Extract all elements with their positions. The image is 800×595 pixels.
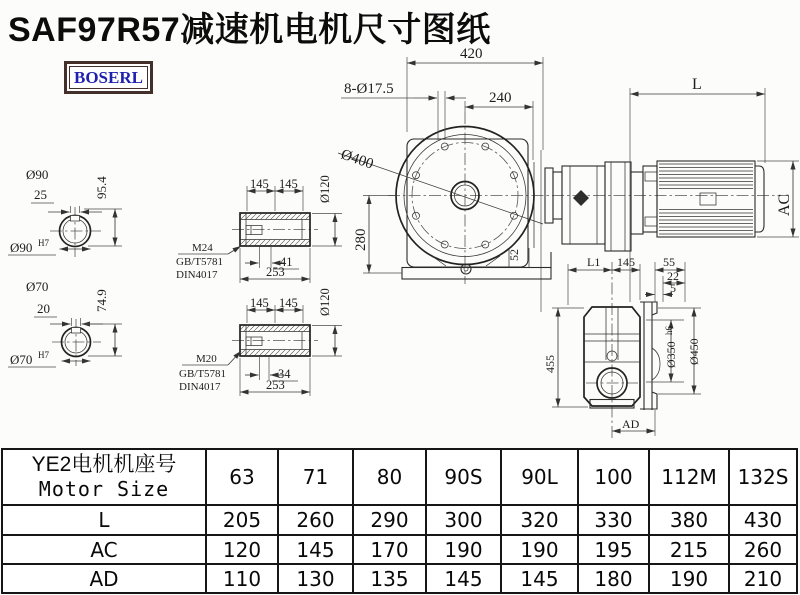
dim-22-label: 22 [667, 269, 679, 283]
label-d70h7-sup: H7 [38, 350, 49, 360]
callout-bolt-holes-label: 8-Ø17.5 [344, 81, 394, 97]
dim-d350-label: Ø350 [664, 341, 678, 368]
dim-41-label: 41 [280, 255, 293, 269]
page-title: SAF97R57减速机电机尺寸图纸 [8, 11, 491, 49]
table-row-AC [2, 535, 797, 564]
dim-420-label: 420 [460, 46, 483, 62]
thread-m24-label: M24 [192, 242, 213, 254]
header-size-132s: 132S [729, 449, 797, 505]
label-d90h7: Ø90 [10, 240, 33, 255]
row-label-AC: AC [2, 535, 206, 564]
header-size-80: 80 [353, 449, 426, 505]
dim-145d-label: 145 [279, 296, 298, 310]
standard-din1-label: DIN4017 [176, 269, 218, 281]
value-AD-71: 130 [278, 564, 353, 593]
dim-55-label: 55 [663, 255, 675, 269]
gearbox-side-view [543, 255, 701, 438]
label-d90: Ø90 [26, 167, 49, 182]
table-row-AD [2, 564, 797, 593]
label-d70: Ø70 [26, 279, 49, 294]
dim-d350-sup: h6 [664, 326, 674, 335]
gearbox-front-view [338, 46, 788, 312]
value-AD-90l: 145 [501, 564, 578, 593]
thread-m20-label: M20 [196, 353, 217, 365]
value-AC-90s: 190 [426, 535, 501, 564]
dim-145-side-label: 145 [617, 255, 635, 269]
header-motor-size-cn: YE2电机机座号 [31, 453, 177, 476]
dim-145c-label: 145 [250, 296, 269, 310]
dim-d400-label: Ø400 [338, 146, 376, 173]
standard-gb1-label: GB/T5781 [176, 256, 224, 268]
shaft-end-view-90 [8, 167, 122, 257]
value-AD-132s: 210 [729, 564, 797, 593]
value-AD-100: 180 [578, 564, 649, 593]
dim-L-label: L [692, 76, 702, 93]
dim-d120b-label: Ø120 [318, 288, 332, 316]
value-AC-71: 145 [278, 535, 353, 564]
header-motor-size-en: Motor Size [38, 477, 170, 501]
motor-dimension-table [1, 448, 798, 594]
header-size-63: 63 [206, 449, 278, 505]
shaft-sleeve-section-1 [176, 175, 342, 283]
brand-logo-text: BOSERL [69, 66, 148, 89]
row-label-L: L [2, 505, 206, 535]
brand-logo [64, 61, 153, 94]
value-AD-63: 110 [206, 564, 278, 593]
shaft-sleeve-section-2 [179, 288, 342, 396]
dim-d450-label: Ø450 [687, 338, 701, 365]
value-L-63: 205 [206, 505, 278, 535]
dim-20-label: 20 [37, 301, 50, 316]
value-AC-100: 195 [578, 535, 649, 564]
dim-253a-label: 253 [266, 265, 285, 279]
shaft-end-view-70 [8, 279, 122, 367]
dim-AD-label: AD [622, 417, 640, 431]
value-AC-80: 170 [353, 535, 426, 564]
dim-d120a-label: Ø120 [318, 175, 332, 203]
value-AD-80: 135 [353, 564, 426, 593]
value-L-90l: 320 [501, 505, 578, 535]
dim-280-label: 280 [353, 228, 369, 251]
dim-145b-label: 145 [279, 177, 298, 191]
standard-gb2-label: GB/T5781 [179, 368, 227, 380]
dim-145a-label: 145 [250, 177, 269, 191]
header-size-90s: 90S [426, 449, 501, 505]
standard-din2-label: DIN4017 [179, 381, 221, 393]
header-size-71: 71 [278, 449, 353, 505]
dim-34-label: 34 [278, 367, 291, 381]
dim-74-9-label: 74.9 [94, 289, 109, 312]
dim-253b-label: 253 [266, 378, 285, 392]
value-L-100: 330 [578, 505, 649, 535]
label-d70h7: Ø70 [10, 352, 33, 367]
value-L-112m: 380 [649, 505, 729, 535]
value-AC-63: 120 [206, 535, 278, 564]
row-label-AD: AD [2, 564, 206, 593]
value-L-71: 260 [278, 505, 353, 535]
dim-25-label: 25 [34, 187, 47, 202]
label-d90h7-sup: H7 [38, 238, 49, 248]
dim-95-4-label: 95.4 [94, 176, 109, 199]
dim-L1-label: L1 [587, 255, 601, 269]
value-AD-90s: 145 [426, 564, 501, 593]
dim-240-label: 240 [489, 90, 512, 106]
dim-AC-label: AC [776, 193, 793, 216]
header-size-112m: 112M [649, 449, 729, 505]
value-AC-132s: 260 [729, 535, 797, 564]
table-header-row [2, 449, 797, 505]
value-L-132s: 430 [729, 505, 797, 535]
value-AD-112m: 190 [649, 564, 729, 593]
dim-52-label: 52 [507, 249, 521, 261]
table-row-L [2, 505, 797, 535]
header-size-100: 100 [578, 449, 649, 505]
value-AC-112m: 215 [649, 535, 729, 564]
dim-5-label: 5 [670, 281, 676, 295]
header-size-90l: 90L [501, 449, 578, 505]
value-AC-90l: 190 [501, 535, 578, 564]
dim-455-label: 455 [543, 355, 557, 373]
header-motor-size [2, 449, 206, 505]
value-L-80: 290 [353, 505, 426, 535]
value-L-90s: 300 [426, 505, 501, 535]
